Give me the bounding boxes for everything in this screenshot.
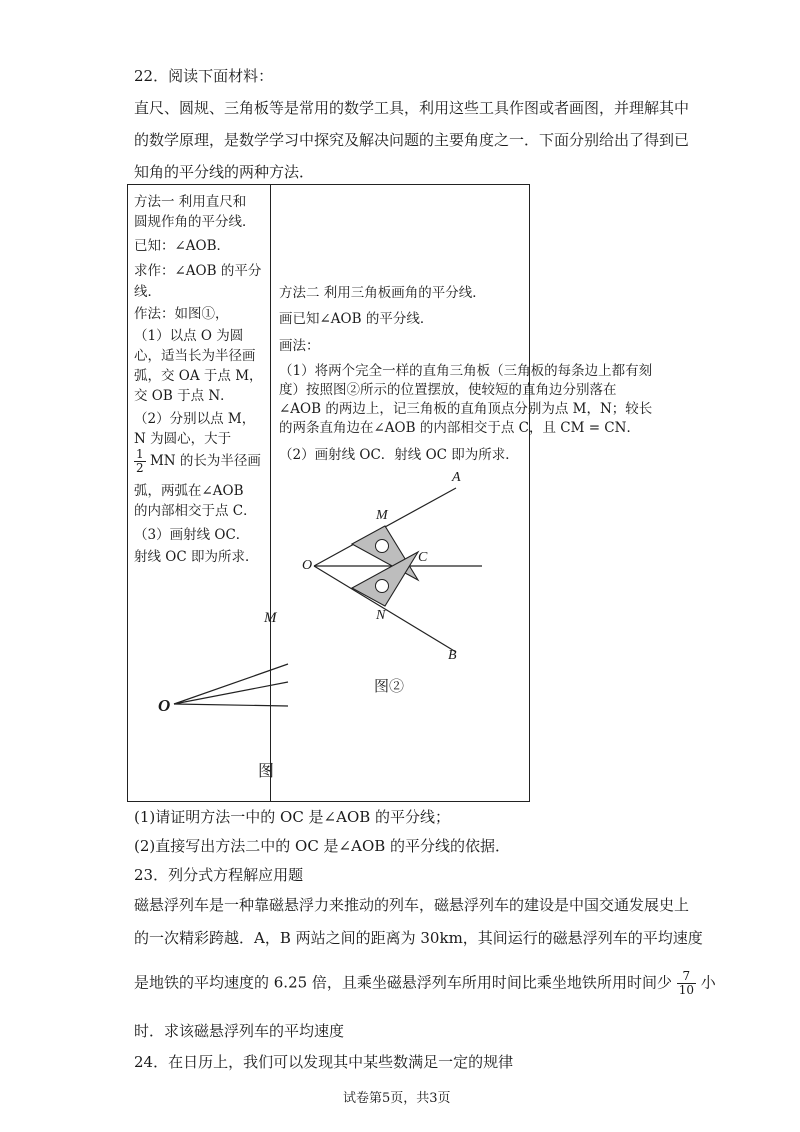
q23-line-2: 的一次精彩跨越．A，B 两站之间的距离为 30km，其间运行的磁悬浮列车的平均速度 <box>134 929 703 947</box>
fig1-label-m: M <box>264 610 277 626</box>
m1-line: 作法：如图①， <box>134 306 229 322</box>
m2-line: 方法二 利用三角板画角的平分线． <box>279 285 486 301</box>
m2-line: 画法： <box>279 338 320 354</box>
m1-line: 求作：∠AOB 的平分 <box>134 263 262 279</box>
fig2-label-m: M <box>376 508 388 523</box>
q22-heading: 22．阅读下面材料： <box>134 67 274 85</box>
fig2-label-c: C <box>418 550 428 565</box>
figure-1-partial <box>128 600 277 800</box>
q22-intro-line-1: 直尺、圆规、三角板等是常用的数学工具，利用这些工具作图或者画图，并理解其中 <box>134 99 690 117</box>
q23-line-3-text: 是地铁的平均速度的 6.25 倍，且乘坐磁悬浮列车所用时间比乘坐地铁所用时间少 <box>134 973 672 992</box>
m2-line: （2）画射线 OC．射线 OC 即为所求． <box>279 447 519 463</box>
m1-line: 弧，两弧在∠AOB <box>134 483 244 499</box>
half-fraction: $\frac{1}{2}$ <box>136 447 144 475</box>
m1-line: 已知：∠AOB． <box>134 238 231 254</box>
figure-2-drawing <box>290 470 490 670</box>
m1-line: （1）以点 O 为圆 <box>134 328 244 344</box>
m1-line: 射线 OC 即为所求． <box>134 549 259 565</box>
figure-1-drawing <box>128 600 270 800</box>
m1-line: 圆规作角的平分线． <box>134 214 256 230</box>
m1-line: 方法一 利用直尺和 <box>134 194 247 210</box>
q23-line-4: 时．求该磁悬浮列车的平均速度 <box>134 1022 345 1040</box>
q23-line-3-end: 小 <box>700 973 716 992</box>
m2-line: 度）按照图②所示的位置摆放，使较短的直角边分别落在 <box>279 382 617 398</box>
m1-line: 心，适当长为半径画 <box>134 348 256 364</box>
q22-intro-line-2: 的数学原理，是数学学习中探究及解决问题的主要角度之一．下面分别给出了得到已 <box>134 131 690 149</box>
m1-line: （3）画射线 OC． <box>134 527 250 543</box>
fig1-caption-partial: 图 <box>258 761 275 780</box>
fig2-label-b: B <box>448 648 457 663</box>
m2-line: 的两条直角边在∠AOB 的内部相交于点 C，且 CM = CN． <box>279 420 640 436</box>
q24-heading: 24．在日历上，我们可以发现其中某些数满足一定的规律 <box>134 1053 514 1071</box>
m1-line: 线． <box>134 284 161 300</box>
fig2-label-a: A <box>452 470 461 485</box>
m1-frac-line <box>134 448 261 475</box>
seven-tenths-fraction: $\frac{7}{10}$ <box>678 969 695 997</box>
m1-line: 的内部相交于点 C． <box>134 503 257 519</box>
m1-line: N 为圆心，大于 <box>134 431 232 447</box>
m1-line: MN 的长为半径画 <box>149 453 261 469</box>
q23-heading: 23．列分式方程解应用题 <box>134 866 304 884</box>
m2-line: （1）将两个完全一样的直角三角板（三角板的每条边上都有刻 <box>279 363 653 379</box>
q22-intro-line-3: 知角的平分线的两种方法． <box>134 163 315 181</box>
fig2-label-n: N <box>376 608 386 623</box>
fig2-label-o: O <box>302 558 313 573</box>
q22-subquestion-1: (1)请证明方法一中的 OC 是∠AOB 的平分线； <box>134 808 451 826</box>
page-footer: 试卷第5页，共3页 <box>343 1091 451 1106</box>
m1-line: 交 OB 于点 N． <box>134 388 234 404</box>
m2-line: ∠AOB 的两边上，记三角板的直角顶点分别为点 M，N；较长 <box>279 401 653 417</box>
q23-line-1: 磁悬浮列车是一种靠磁悬浮力来推动的列车，磁悬浮列车的建设是中国交通发展史上 <box>134 896 690 914</box>
q22-subquestion-2: (2)直接写出方法二中的 OC 是∠AOB 的平分线的依据． <box>134 837 511 855</box>
m2-line: 画已知∠AOB 的平分线． <box>279 311 434 327</box>
m1-line: 弧，交 OA 于点 M， <box>134 368 263 384</box>
fig2-caption: 图② <box>374 677 405 695</box>
q23-line-3 <box>134 970 716 997</box>
m1-line: （2）分别以点 M， <box>134 411 256 427</box>
fig1-label-o: O <box>158 696 171 715</box>
